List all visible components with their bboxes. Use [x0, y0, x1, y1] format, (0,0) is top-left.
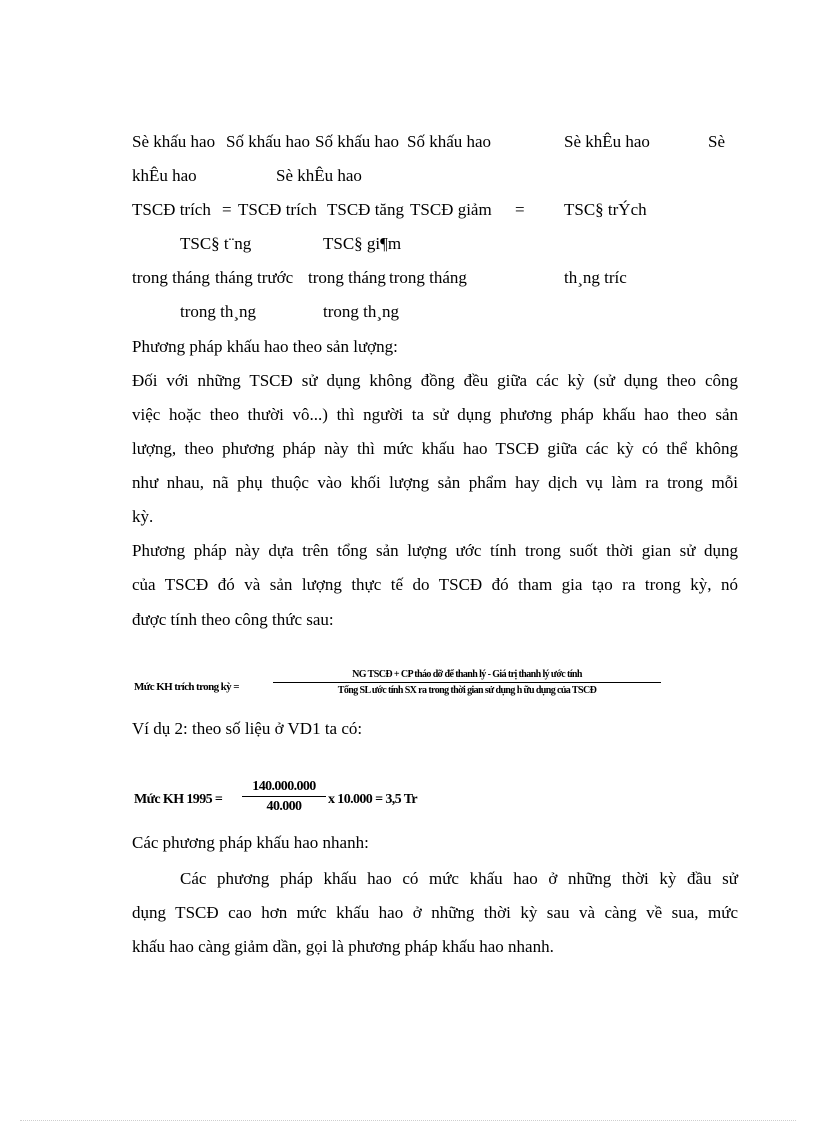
- paragraph-line: kỳ.: [132, 507, 154, 526]
- paragraph-line: được tính theo công thức sau:: [132, 610, 334, 629]
- paragraph-line: lượng, theo phương pháp này thì mức khấu hao TSCĐ giữa các kỳ có thể không: [132, 439, 738, 458]
- fraction-bar: [242, 796, 326, 797]
- table-r5-e: th¸ng tríc: [564, 268, 627, 287]
- formula1-lhs: Mức KH trích trong kỳ =: [134, 681, 239, 693]
- formula2-numerator: 140.000.000: [252, 779, 316, 794]
- table-r5-a: trong tháng: [132, 268, 210, 287]
- table-r2-a: khÊu hao: [132, 166, 197, 185]
- formula1-numerator: NG TSCĐ + CP tháo dỡ để thanh lý - Giá trị thanh lý ước tính: [352, 669, 582, 680]
- table-r4-b: TSC§ gi¶m: [323, 234, 402, 253]
- table-r6-b: trong th¸ng: [323, 302, 400, 321]
- table-r2-b: Sè khÊu hao: [276, 166, 362, 185]
- table-r1-c: Số khấu hao: [315, 132, 400, 151]
- formula2-lhs: Mức KH 1995 =: [134, 792, 223, 807]
- paragraph-line: Phương pháp này dựa trên tổng sản lượng ước tính trong suốt thời gian sử dụng: [132, 541, 738, 560]
- paragraph-line: việc hoặc theo thười vô...) thì người ta sử dụng phương pháp khấu hao theo sản: [132, 405, 738, 424]
- table-r4-a: TSC§ t¨ng: [180, 234, 252, 253]
- formula2-fraction: [242, 778, 326, 815]
- formula1-denominator: Tổng SL ước tính SX ra trong thời gian sử dụng h ữu dụng của TSCĐ: [337, 685, 597, 696]
- formula2-denominator: 40.000: [266, 799, 302, 814]
- formula2-rhs: x 10.000 = 3,5 Tr: [328, 792, 418, 807]
- table-r3-eq2: =: [515, 200, 525, 219]
- table-r5-b: tháng trước: [215, 268, 294, 287]
- section-title-output-method: Phương pháp khấu hao theo sản lượng:: [132, 337, 398, 356]
- formula1-fraction: [273, 668, 661, 697]
- table-r1-a: Sè khấu hao: [132, 132, 216, 151]
- section-title-accelerated-methods: Các phương pháp khấu hao nhanh:: [132, 833, 369, 852]
- table-r1-f: Sè: [708, 132, 725, 151]
- table-r5-c: trong tháng: [308, 268, 386, 287]
- table-r6-a: trong th¸ng: [180, 302, 257, 321]
- table-r1-b: Số khấu hao: [226, 132, 311, 151]
- paragraph-line: như nhau, nã phụ thuộc vào khối lượng sản phẩm hay dịch vụ làm ra trong mỗi: [132, 473, 738, 492]
- table-r3-b: TSCĐ trích: [238, 200, 317, 219]
- paragraph-line: của TSCĐ đó và sản lượng thực tế do TSCĐ đó tham gia tạo ra trong kỳ, nó: [132, 575, 738, 594]
- table-r5-d: trong tháng: [389, 268, 467, 287]
- page-bottom-divider: [20, 1120, 796, 1121]
- table-r3-a: TSCĐ trích: [132, 200, 211, 219]
- table-r3-c: TSCĐ tăng: [327, 200, 404, 219]
- paragraph-line: Đối với những TSCĐ sử dụng không đồng đều giữa các kỳ (sử dụng theo công: [132, 371, 738, 390]
- example-label: Ví dụ 2: theo số liệu ở VD1 ta có:: [132, 719, 363, 738]
- table-r3-e: TSC§ trÝch: [564, 200, 647, 219]
- table-r1-e: Sè khÊu hao: [564, 132, 650, 151]
- table-r1-d: Số khấu hao: [407, 132, 492, 151]
- paragraph-line: dụng TSCĐ cao hơn mức khấu hao ở những thời kỳ sau và càng về sua, mức: [132, 903, 738, 922]
- fraction-bar: [273, 682, 661, 683]
- paragraph-line: khấu hao càng giảm dần, gọi là phương pháp khấu hao nhanh.: [132, 937, 554, 956]
- table-r3-eq1: =: [222, 200, 232, 219]
- paragraph-line: Các phương pháp khấu hao có mức khấu hao ở những thời kỳ đầu sử: [180, 869, 738, 888]
- table-r3-d: TSCĐ giảm: [410, 200, 492, 219]
